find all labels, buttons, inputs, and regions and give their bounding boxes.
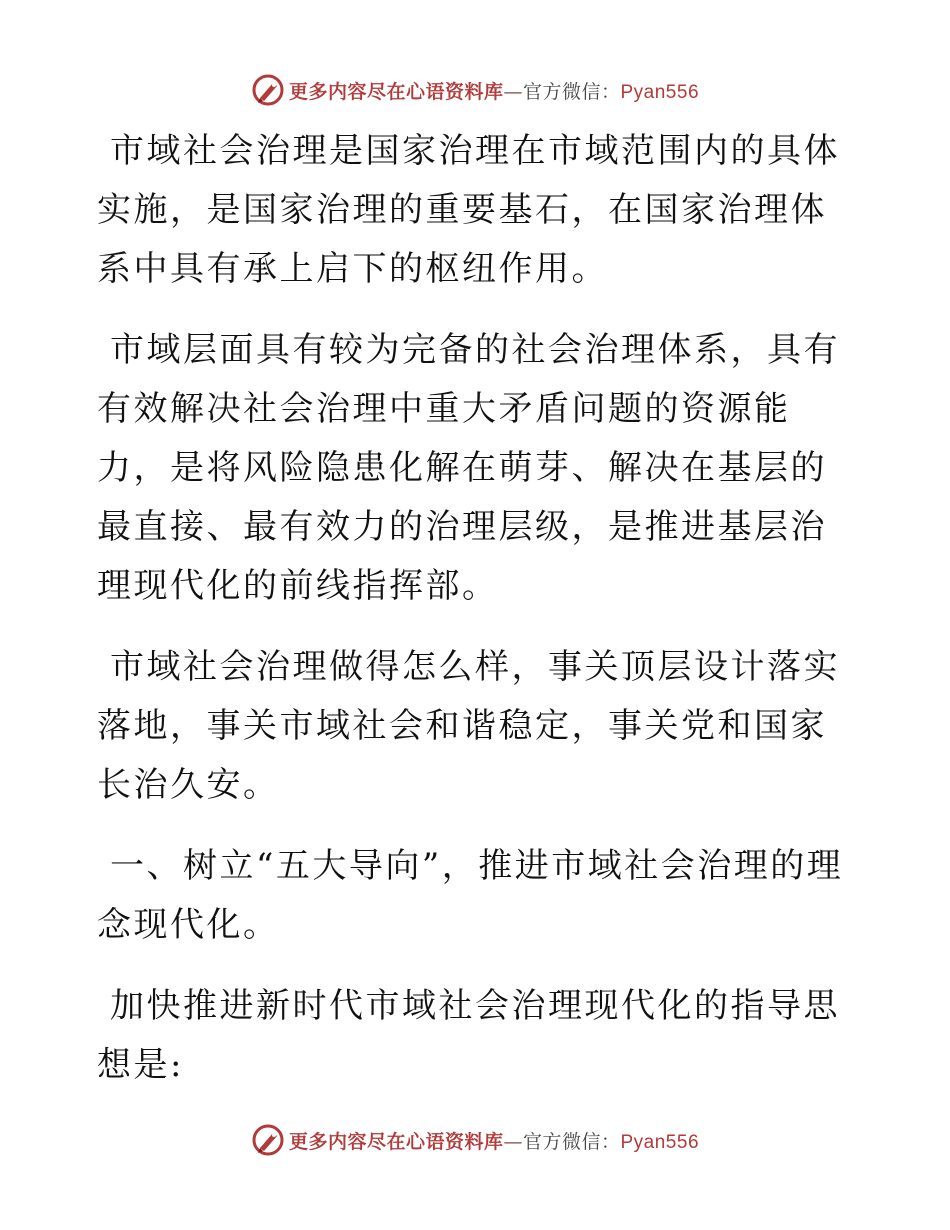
- header-text: [289, 77, 699, 104]
- header-separator: —: [503, 80, 523, 103]
- document-body: [97, 122, 857, 1117]
- paragraph: 加快推进新时代市域社会治理现代化的指导思想是:: [97, 986, 840, 1085]
- footer-banner: [0, 1120, 950, 1160]
- footer-wechat-id: Pyan556: [620, 1131, 700, 1153]
- footer-text: [289, 1127, 699, 1154]
- header-banner: [0, 70, 950, 110]
- section-heading: 一、树立“五大导向”，推进市域社会治理的理念现代化。: [97, 846, 844, 945]
- header-main-text: 更多内容尽在心语资料库: [288, 80, 504, 103]
- footer-separator: —: [503, 1130, 523, 1153]
- footer-main-text: 更多内容尽在心语资料库: [288, 1130, 504, 1153]
- pen-logo-icon: [251, 1123, 285, 1157]
- header-wechat-label: 官方微信：: [522, 80, 621, 103]
- paragraph: 市域社会治理做得怎么样，事关顶层设计落实落地，事关市域社会和谐稳定，事关党和国家长治久安。: [97, 647, 840, 805]
- paragraph: 市域社会治理是国家治理在市域范围内的具体实施，是国家治理的重要基石，在国家治理体系中具有承上启下的枢纽作用。: [97, 131, 840, 289]
- header-wechat-id: Pyan556: [620, 81, 700, 103]
- pen-logo-icon: [251, 73, 285, 107]
- footer-wechat-label: 官方微信：: [522, 1130, 621, 1153]
- paragraph: 市域层面具有较为完备的社会治理体系，具有有效解决社会治理中重大矛盾问题的资源能力，是将风险隐患化解在萌芽、解决在基层的最直接、最有效力的治理层级，是推进基层治理现代化的前线指挥部。: [97, 330, 840, 606]
